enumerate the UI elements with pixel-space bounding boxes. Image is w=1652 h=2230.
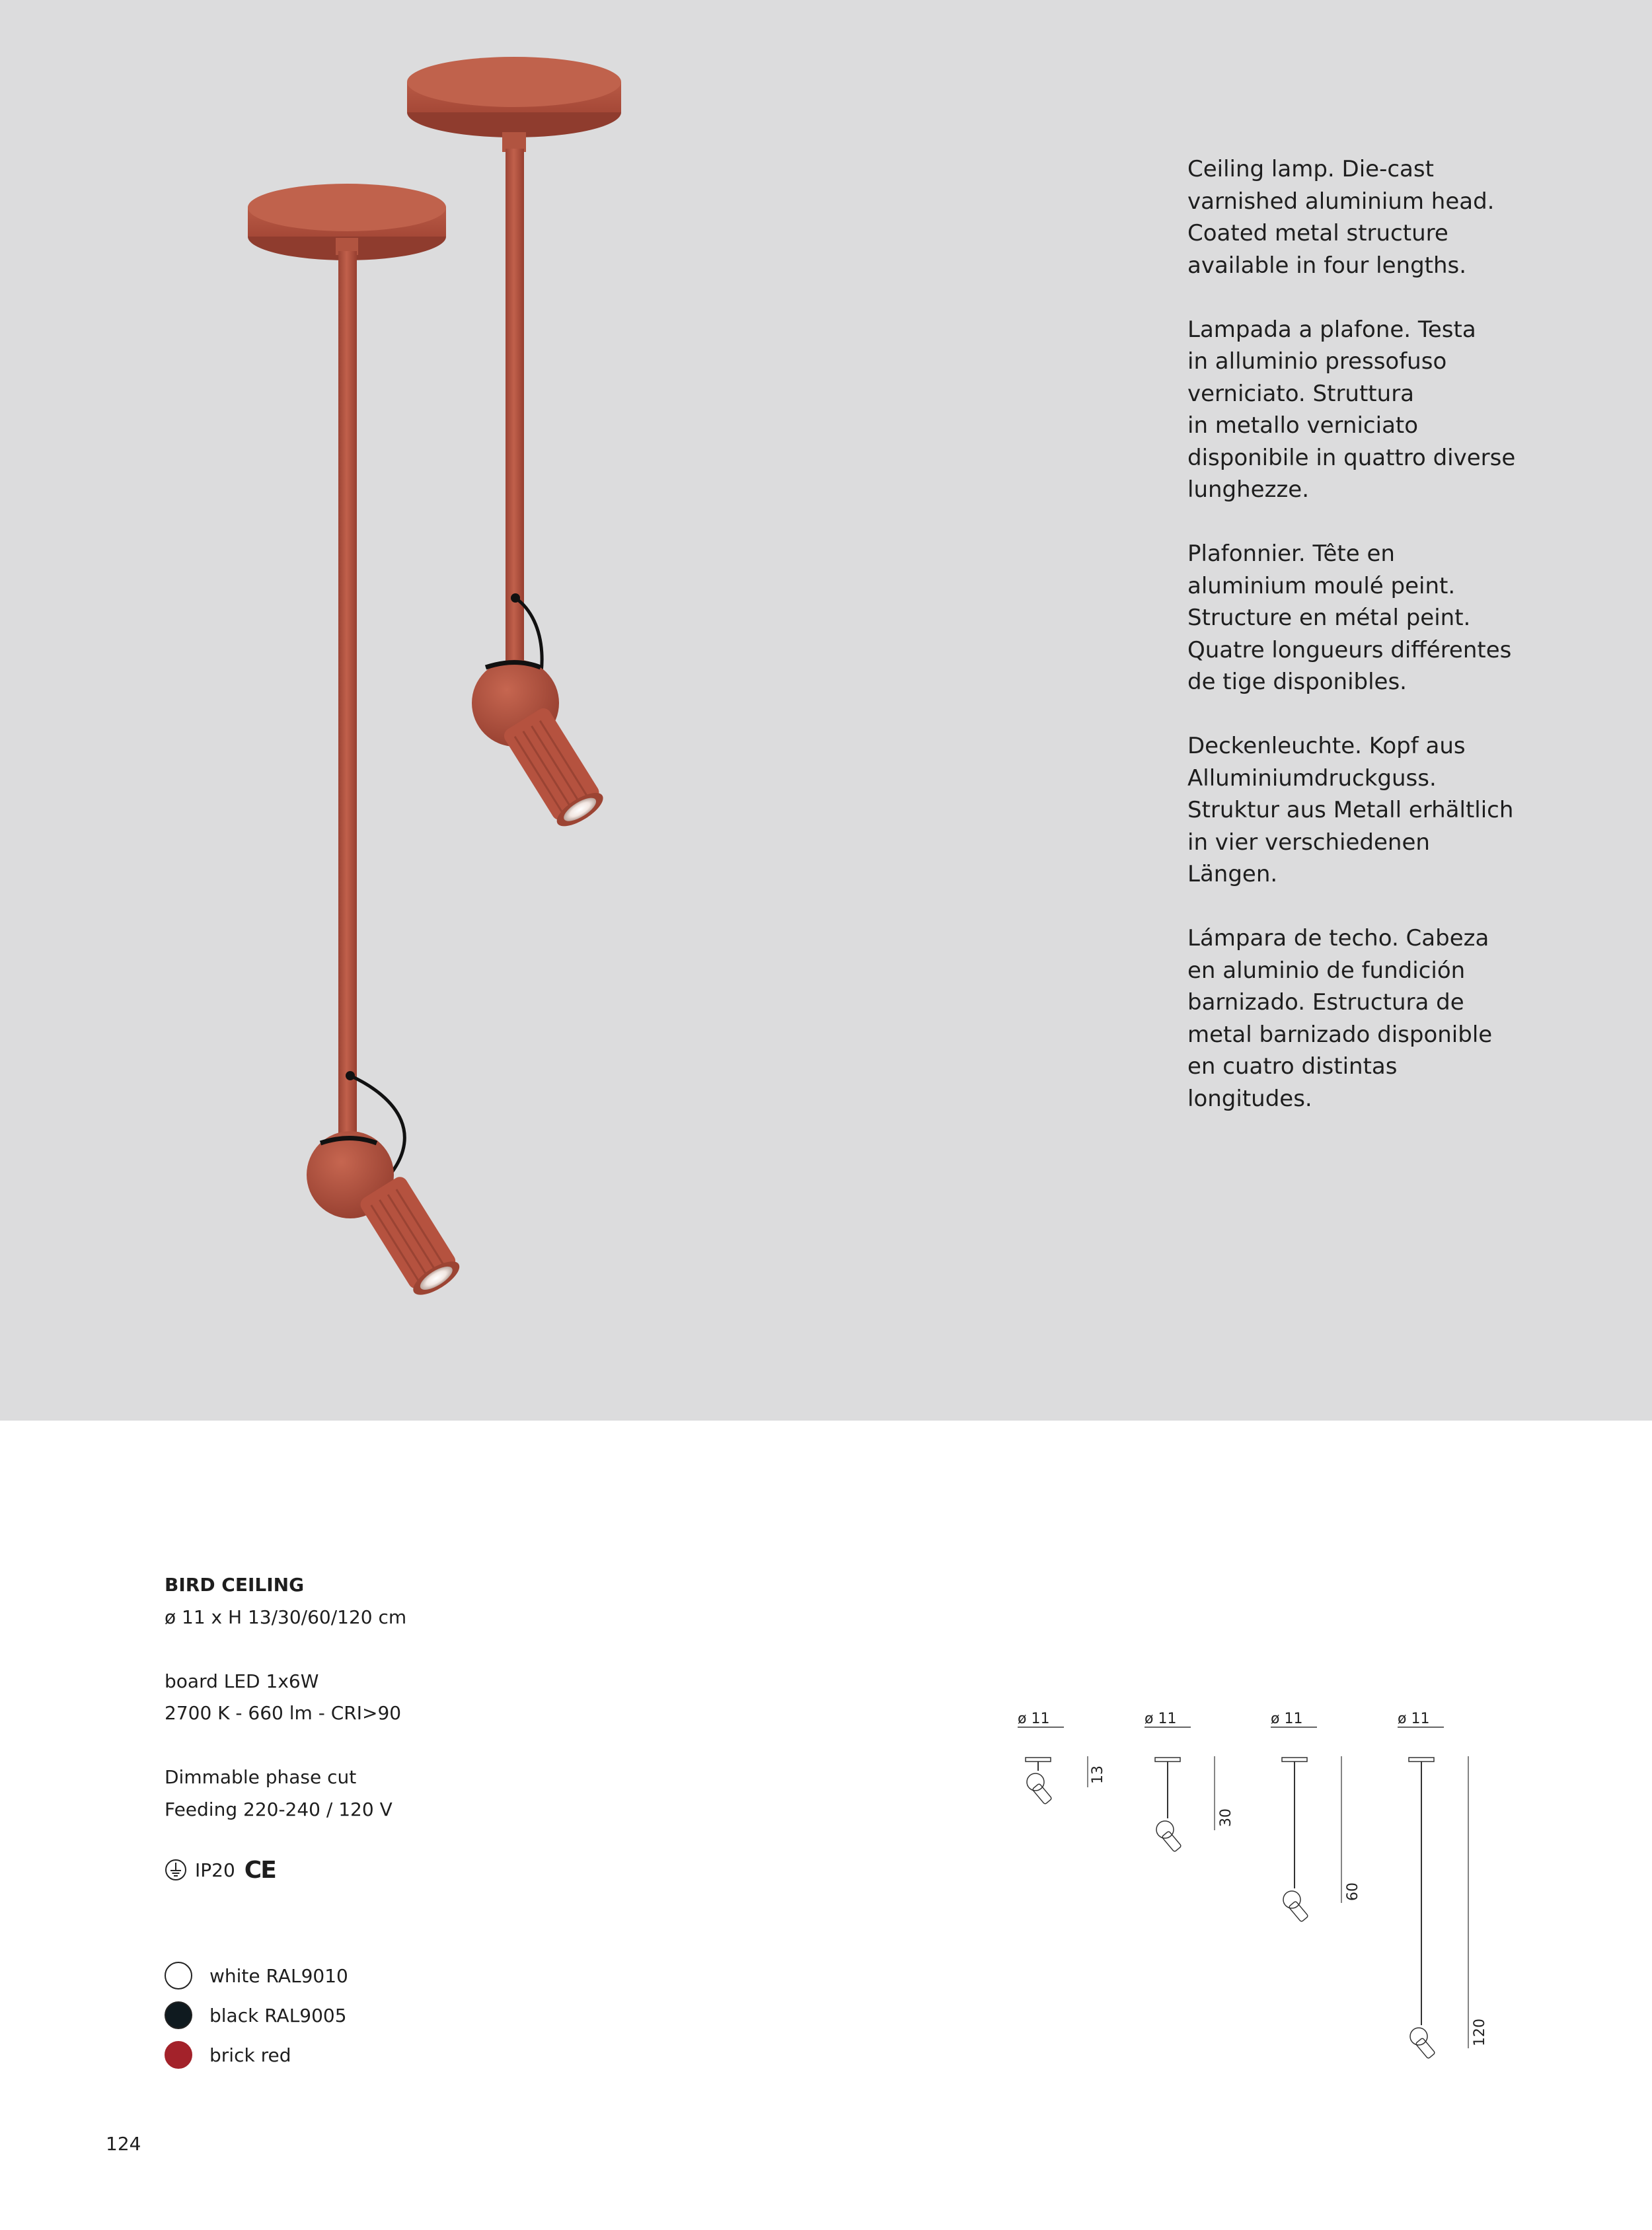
height-label: 120 [1472, 2019, 1488, 2046]
product-dimensions: ø 11 x H 13/30/60/120 cm [165, 1606, 407, 1628]
ip-rating: IP20 [195, 1859, 235, 1881]
dimming-info: Dimmable phase cut [165, 1766, 357, 1788]
height-label: 60 [1345, 1882, 1361, 1901]
height-label: 30 [1218, 1808, 1234, 1827]
drawing-h30 [1145, 1711, 1234, 1852]
lamp-front [248, 184, 465, 1301]
finish-label: black RAL9005 [209, 2004, 347, 2026]
description-german: Deckenleuchte. Kopf aus Alluminiumdruckguss. Struktur aus Metall erhältlich in vier verschiedenen Längen. [1187, 733, 1514, 887]
feeding-info: Feeding 220-240 / 120 V [165, 1798, 393, 1820]
diameter-label: ø 11 [1271, 1711, 1303, 1727]
drawing-h13 [1018, 1711, 1106, 1804]
product-description [1187, 153, 1610, 1147]
swatch-brick-red [165, 2041, 192, 2069]
finish-black [165, 1995, 348, 2035]
product-name: BIRD CEILING [165, 1574, 305, 1596]
lamp-back [407, 57, 621, 833]
height-label: 13 [1090, 1765, 1106, 1784]
certifications [165, 1857, 276, 1883]
light-source: board LED 1x6W [165, 1670, 319, 1692]
drawing-h120 [1398, 1711, 1488, 2059]
swatch-black [165, 2001, 192, 2029]
finish-options [165, 1956, 348, 2075]
description-french: Plafonnier. Tête en aluminium moulé peint. Structure en métal peint. Quatre longueurs différentes de tige disponibles. [1187, 540, 1512, 695]
page-number: 124 [106, 2133, 141, 2155]
diameter-label: ø 11 [1018, 1711, 1050, 1727]
description-spanish: Lámpara de techo. Cabeza en aluminio de fundición barnizado. Estructura de metal barnizado disponible en cuatro distintas longitudes. [1187, 925, 1493, 1112]
ce-mark: CE [244, 1856, 276, 1884]
description-italian: Lampada a plafone. Testa in alluminio pressofuso verniciato. Struttura in metallo verniciato disponibile in quattro diverse lunghezze. [1187, 316, 1516, 503]
class-1-earth-icon [165, 1859, 187, 1881]
swatch-white [165, 1962, 192, 1989]
diameter-label: ø 11 [1398, 1711, 1430, 1727]
diameter-label: ø 11 [1145, 1711, 1177, 1727]
light-specs: 2700 K - 660 lm - CRI>90 [165, 1702, 402, 1724]
technical-specs [165, 1569, 627, 1858]
finish-white [165, 1956, 348, 1995]
finish-label: white RAL9010 [209, 1964, 348, 1987]
finish-brick-red [165, 2035, 348, 2075]
drawing-h60 [1271, 1711, 1361, 1922]
description-english: Ceiling lamp. Die-cast varnished aluminium head. Coated metal structure available in four lengths. [1187, 156, 1495, 279]
finish-label: brick red [209, 2044, 291, 2066]
